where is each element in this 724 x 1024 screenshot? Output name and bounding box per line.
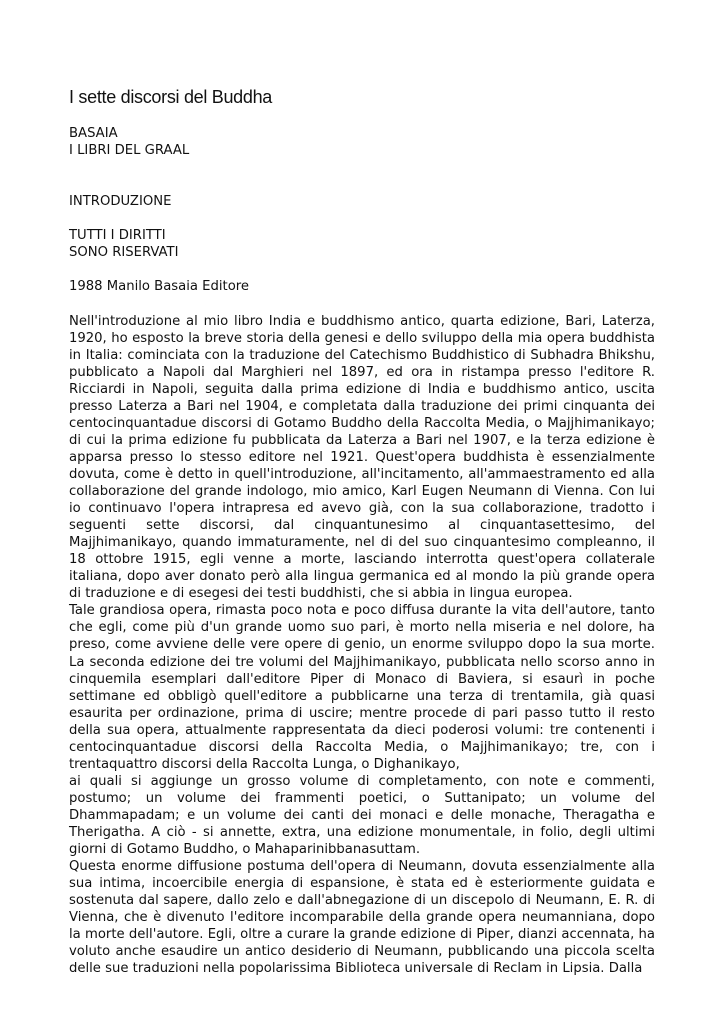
publisher-line: I LIBRI DEL GRAAL	[69, 143, 190, 159]
paragraph: ai quali si aggiunge un grosso volume di completamento, con note e commenti, postumo; un volume dei frammenti poetici, o Suttanipato; un volume del Dhammapadam; e un volume dei canti dei monaci e delle monache, Theragatha e Therigatha. A ciò - si annette, extra, una edizione monumentale, in folio, degli ultimi giorni di Gotamo Buddho, o Mahaparinibbanasuttam.	[69, 773, 655, 858]
rights-block	[69, 227, 655, 261]
edition-line: 1988 Manilo Basaia Editore	[69, 279, 250, 295]
publisher-line: BASAIA	[69, 126, 118, 141]
rights-line: SONO RISERVATI	[69, 245, 179, 261]
paragraph: Questa enorme diffusione postuma dell'opera di Neumann, dovuta essenzialmente alla sua intima, incoercibile energia di espansione, è stata ed è esteriormente guidata e sostenuta dal sapere, dallo zelo e dall'abnegazione di un discepolo di Neumann, E. R. di Vienna, che è divenuto l'editore incomparabile della grande opera neumanniana, dopo la morte dell'autore. Egli, oltre a curare la grande edizione di Piper, dianzi accennata, ha voluto anche esaudire un antico desiderio di Neumann, pubblicando una piccola scelta delle sue traduzioni nella popolarissima Biblioteca universale di Reclam in Lipsia. Dalla	[69, 859, 655, 977]
section-heading-block	[69, 193, 655, 210]
publisher-block	[69, 125, 655, 159]
document-page	[69, 86, 655, 977]
paragraph: Nell'introduzione al mio libro India e buddhismo antico, quarta edizione, Bari, Laterza, 1920, ho esposto la breve storia della genesi e dello sviluppo della mia opera buddhista in Italia: cominciata con la traduzione del Catechismo Buddhistico di Subhadra Bhikshu, pubblicato a Napoli dal Marghieri nel 1897, ed ora in ristampa presso l'editore R. Ricciardi in Napoli, seguita dalla prima edizione di India e buddhismo antico, uscita presso Laterza a Bari nel 1904, e completata dalla traduzione dei primi cinquanta dei centocinquantadue discorsi di Gotamo Buddho della Raccolta Media, o Majjhimanikayo; di cui la prima edizione fu pubblicata da Laterza a Bari nel 1907, e la terza edizione è apparsa presso lo stesso editore nel 1921. Quest'opera buddhista è essenzialmente dovuta, come è detto in quell'introduzione, all'incitamento, all'ammaestramento ed alla collaborazione del grande indologo, mio amico, Karl Eugen Neumann di Vienna. Con lui io continuavo l'opera intrapresa ed avevo già, con la sua collaborazione, tradotto i seguenti sette discorsi, dal cinquantunesimo al cinquantasettesimo, del Majjhimanikayo, quando immaturamente, nel di del suo cinquantesimo compleanno, il 18 ottobre 1915, egli venne a morte, lasciando interrotta quest'opera collaterale italiana, dopo aver donato però alla lingua germanica ed al mondo la più grande opera di traduzione e di esegesi dei testi buddhisti, che si abbia in lingua europea.	[69, 313, 655, 602]
edition-block	[69, 278, 655, 295]
body-text	[69, 313, 655, 978]
document-title: I sette discorsi del Buddha	[69, 87, 273, 107]
section-heading: INTRODUZIONE	[69, 194, 172, 210]
paragraph: Tale grandiosa opera, rimasta poco nota e poco diffusa durante la vita dell'autore, tanto che egli, come più d'un grande uomo suo pari, è morto nella miseria e nel dolore, ha preso, come avviene delle vere opere di genio, un enorme sviluppo dopo la sua morte. La seconda edizione dei tre volumi del Majjhimanikayo, pubblicata nello scorso anno in cinquemila esemplari dall'editore Piper di Monaco di Baviera, si esaurì in poche settimane ed obbligò quell'editore a pubblicarne una terza di trentamila, già quasi esaurita per ordinazione, prima di uscire; mentre procede di pari passo tutto il resto della sua opera, attualmente rappresentata da dieci poderosi volumi: tre contenenti i centocinquantadue discorsi della Raccolta Media, o Majjhimanikayo; tre, con i trentaquattro discorsi della Raccolta Lunga, o Dighanikayo,	[69, 603, 655, 772]
rights-line: TUTTI I DIRITTI	[69, 228, 166, 244]
